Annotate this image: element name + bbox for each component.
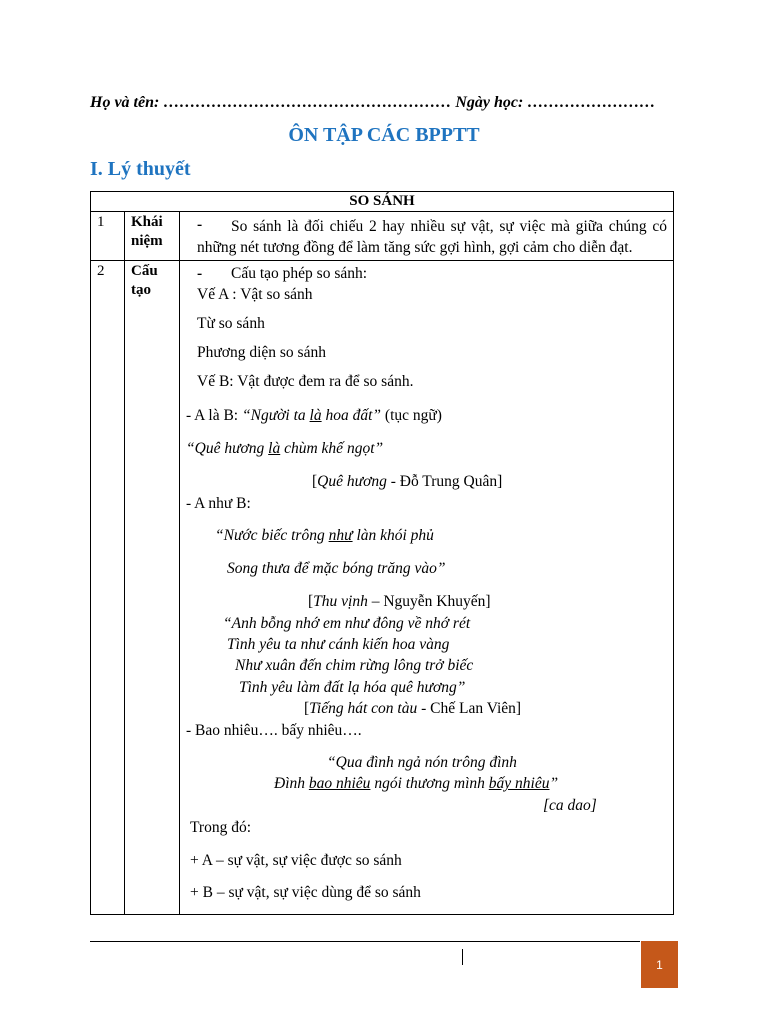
example-a-like-b: - A như B: <box>186 495 251 512</box>
poem-line: Đình bao nhiêu ngói thương mình bấy nhiêu” <box>274 775 559 792</box>
example-bao-nhieu: - Bao nhiêu…. bấy nhiêu…. <box>186 722 362 739</box>
poem-line: “Nước biếc trông như làn khói phủ <box>215 527 434 544</box>
structure-item: Vế B: Vật được đem ra để so sánh. <box>197 373 414 390</box>
citation: [Quê hương - Đỗ Trung Quân] <box>312 473 503 490</box>
document-title: ÔN TẬP CÁC BPPTT <box>288 124 480 146</box>
poem-line: Như xuân đến chim rừng lông trở biếc <box>235 657 474 674</box>
name-blank: ……………………………………………… <box>163 94 452 111</box>
row-number: 2 <box>97 263 105 279</box>
row-number: 1 <box>97 214 105 230</box>
definition-a: + A – sự vật, sự việc được so sánh <box>190 852 402 869</box>
date-blank: …………………… <box>527 94 656 111</box>
poem-line: “Anh bỗng nhớ em như đông về nhớ rét <box>223 615 471 632</box>
example-a-is-b: - A là B: “Người ta là hoa đất” (tục ngữ) <box>186 407 442 424</box>
date-label: Ngày học: <box>451 94 528 111</box>
definition-text: So sánh là đối chiếu 2 hay nhiều sự vật, sự việc mà giữa chúng có những nét tương đồng để làm tăng sức gợi hình, gợi cảm cho diễn đạt. <box>197 218 667 256</box>
definition-b: + B – sự vật, sự việc dùng để so sánh <box>190 884 421 901</box>
bullet-dash: - <box>197 265 203 282</box>
row-label: Cấu tạo <box>131 263 158 298</box>
example-quote: “Quê hương là chùm khế ngọt” <box>186 440 384 457</box>
footer-rule <box>90 941 640 942</box>
row-label: Khái niệm <box>131 214 163 249</box>
column-divider <box>124 211 125 914</box>
poem-line: “Qua đình ngả nón trông đình <box>327 754 517 771</box>
structure-intro: Cấu tạo phép so sánh: <box>231 265 368 282</box>
poem-line: Tình yêu làm đất lạ hóa quê hương” <box>239 679 466 696</box>
column-divider <box>179 211 180 914</box>
table-header: SO SÁNH <box>91 192 673 212</box>
citation: [Thu vịnh – Nguyễn Khuyến] <box>308 593 491 610</box>
poem-line: Tình yêu ta như cánh kiến hoa vàng <box>227 636 450 653</box>
text-cursor <box>462 949 463 965</box>
comparison-table <box>90 191 674 915</box>
section-heading: I. Lý thuyết <box>90 158 191 180</box>
bullet-dash: - <box>197 216 203 233</box>
where-label: Trong đó: <box>190 819 252 836</box>
row-divider <box>91 260 673 261</box>
page-number: 1 <box>641 941 678 988</box>
citation: [ca dao] <box>543 797 597 814</box>
structure-item: Từ so sánh <box>197 315 265 332</box>
citation: [Tiếng hát con tàu - Chế Lan Viên] <box>304 700 522 717</box>
student-info-line <box>90 94 690 112</box>
structure-item: Vế A : Vật so sánh <box>197 286 313 303</box>
name-label: Họ và tên: <box>90 94 164 111</box>
structure-item: Phương diện so sánh <box>197 344 326 361</box>
poem-line: Song thưa để mặc bóng trăng vào” <box>227 560 446 577</box>
